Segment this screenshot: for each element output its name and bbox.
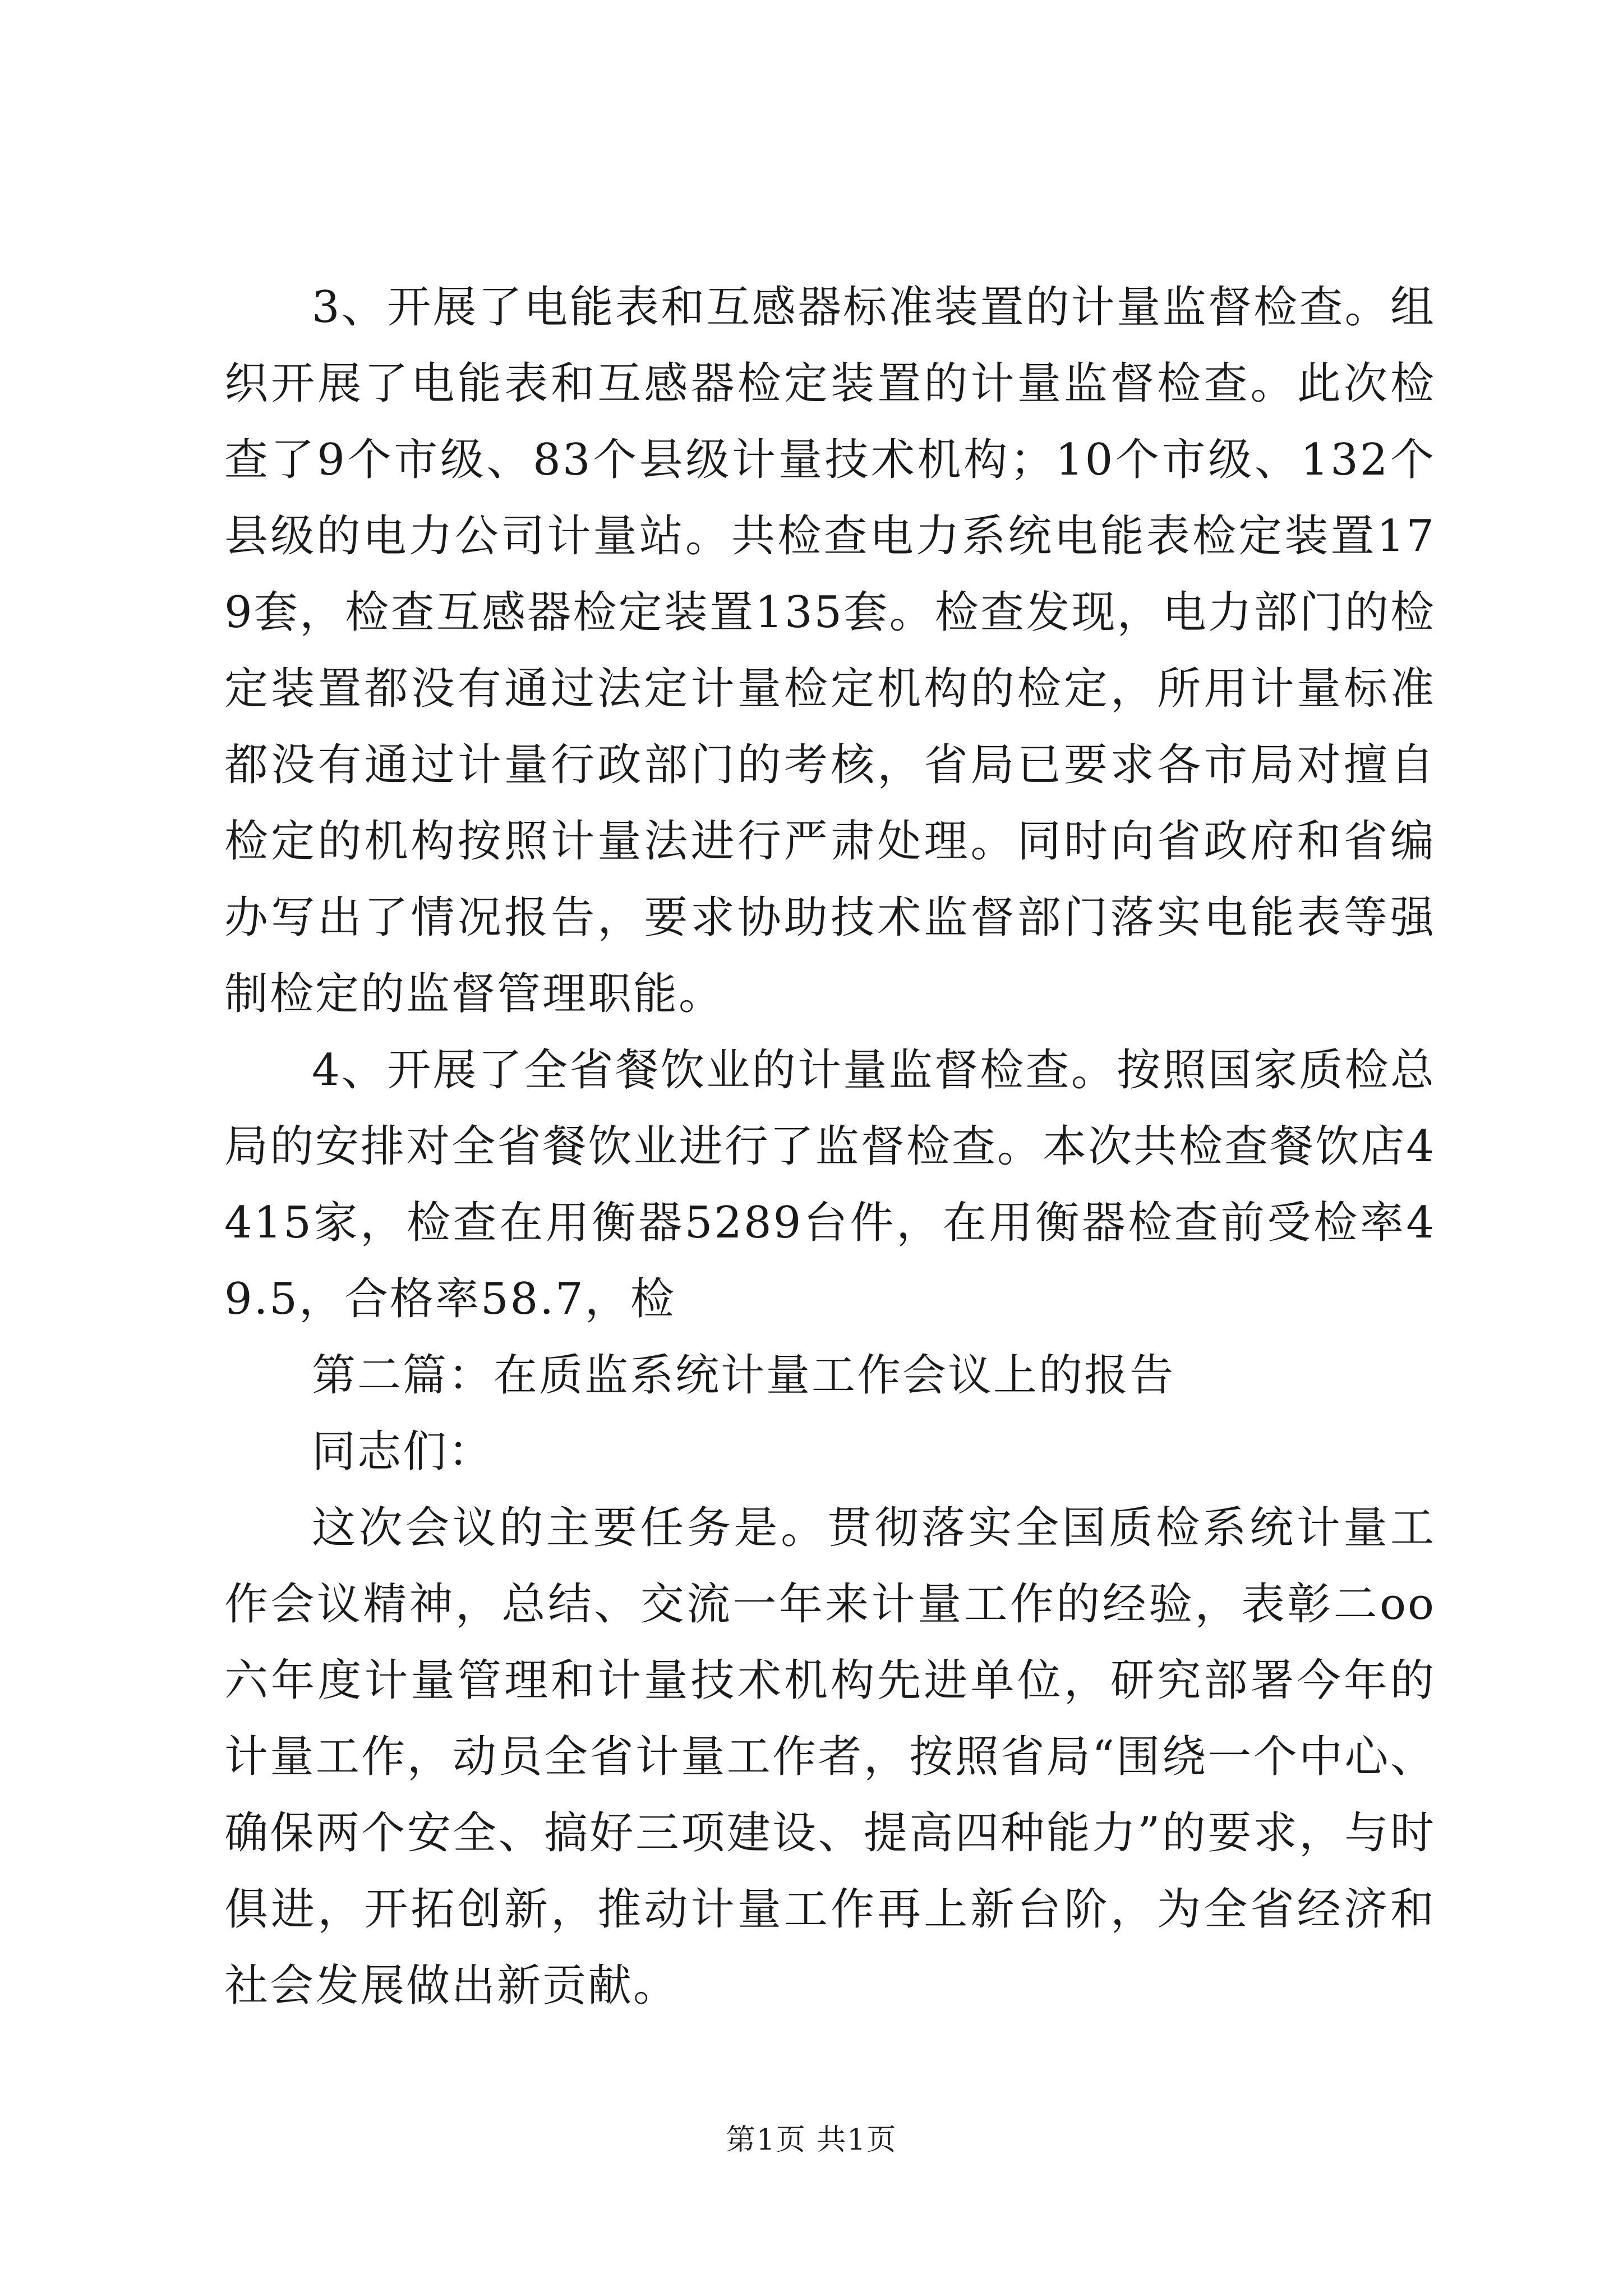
paragraph-catering-inspection: 4、开展了全省餐饮业的计量监督检查。按照国家质检总局的安排对全省餐饮业进行了监督检查。本次共检查餐饮店4415家，检查在用衡器5289台件，在用衡器检查前受检率49.5，合格率58.7，检 [224,1045,1436,1324]
paragraph-meeting-tasks: 这次会议的主要任务是。贯彻落实全国质检系统计量工作会议精神，总结、交流一年来计量工作的经验，表彰二oo六年度计量管理和计量技术机构先进单位，研究部署今年的计量工作，动员全省计量工作者，按照省局“围绕一个中心、确保两个安全、搞好三项建设、提高四种能力”的要求，与时俱进，开拓创新，推动计量工作再上新台阶，为全省经济和社会发展做出新贡献。 [224,1503,1436,2011]
document-body [224,269,1436,2024]
salutation: 同志们： [312,1427,494,1477]
page-footer: 第1页 共1页 [726,2123,897,2157]
paragraph-meter-inspection: 3、开展了电能表和互感器标准装置的计量监督检查。组织开展了电能表和互感器检定装置的计量监督检查。此次检查了9个市级、83个县级计量技术机构；10个市级、132个县级的电力公司计量站。共检查电力系统电能表检定装置179套，检查互感器检定装置135套。检查发现，电力部门的检定装置都没有通过法定计量检定机构的检定，所用计量标准都没有通过计量行政部门的考核，省局已要求各市局对擅自检定的机构按照计量法进行严肃处理。同时向省政府和省编办写出了情况报告，要求协助技术监督部门落实电能表等强制检定的监督管理职能。 [224,282,1436,1019]
section-heading: 第二篇：在质监系统计量工作会议上的报告 [312,1350,1175,1401]
